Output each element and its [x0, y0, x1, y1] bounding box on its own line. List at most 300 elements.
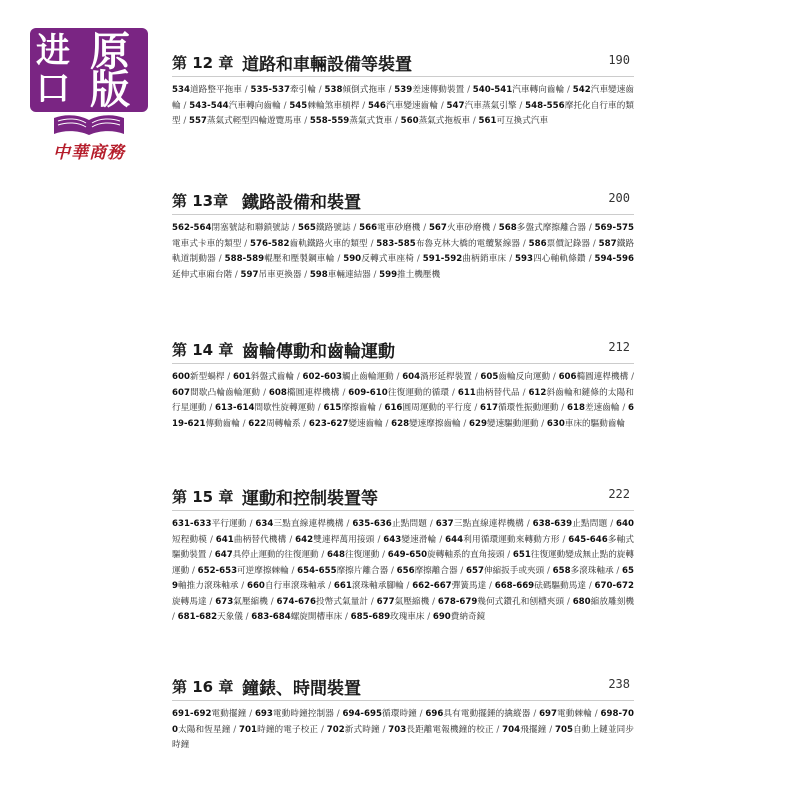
entry-separator: /	[586, 223, 595, 233]
entry-separator: /	[246, 709, 255, 719]
entry-title: 斜齒輪和鏈條的太陽和行星運動	[172, 387, 634, 413]
toc-entry[interactable]	[533, 519, 608, 529]
entry-title: 多軸式驅動裝置	[172, 534, 635, 560]
entry-title: 自行車滾珠軸承	[264, 581, 326, 591]
toc-entry[interactable]	[289, 101, 359, 111]
entry-number: 594-596	[594, 254, 634, 264]
entry-title: 吊車更換器	[258, 269, 302, 280]
entry-separator: /	[289, 223, 298, 233]
entry-title: 橢圓連桿機構	[576, 372, 629, 382]
entry-number: 611	[457, 387, 476, 398]
entry-number: 593	[515, 254, 533, 264]
entry-number: 615	[323, 403, 342, 413]
toc-entry[interactable]	[425, 709, 530, 719]
toc-entry[interactable]	[172, 223, 289, 233]
entry-number: 534	[172, 85, 190, 95]
entry-separator: /	[280, 100, 290, 111]
entry-number: 634	[255, 519, 274, 529]
entry-number: 619-621	[172, 403, 634, 429]
toc-entry[interactable]	[277, 597, 369, 607]
entry-title: 往復運動	[344, 550, 380, 560]
entry-separator: /	[238, 581, 247, 591]
entry-number: 583-585	[376, 238, 416, 249]
toc-entry[interactable]	[547, 419, 625, 429]
entry-title: 推土機壓機	[397, 269, 441, 280]
toc-entry[interactable]	[480, 372, 550, 382]
toc-entry[interactable]	[172, 388, 260, 398]
toc-entry[interactable]	[189, 116, 302, 126]
toc-entry[interactable]	[295, 535, 374, 545]
toc-entry[interactable]	[310, 116, 392, 126]
entry-title: 差速傳動裝置	[412, 85, 465, 95]
entry-separator: /	[564, 85, 573, 95]
entry-separator: /	[523, 519, 533, 529]
entry-separator: /	[591, 709, 601, 719]
entry-separator: /	[519, 387, 529, 398]
chapter-number: 第 15 章	[172, 488, 234, 506]
entry-separator: /	[471, 403, 481, 413]
entry-title: 間歇凸輪齒輪運動	[189, 387, 261, 398]
entry-number: 569-575	[594, 223, 635, 233]
entry-title: 滾珠軸承腳輪	[351, 581, 404, 591]
entry-title: 摩擦離合器	[414, 565, 458, 576]
entry-title: 新式時鐘	[344, 724, 380, 735]
entry-separator: /	[367, 238, 377, 249]
entry-title: 變速滑輪	[401, 534, 437, 545]
entry-number: 609-610	[348, 387, 388, 398]
entry-separator: /	[189, 565, 198, 576]
entry-separator: /	[379, 724, 389, 735]
entry-title: 可互換式汽車	[496, 116, 549, 126]
entry-title: 電動棘輪	[557, 709, 592, 719]
entry-title: 幾何式鑽孔和刨槽夾頭	[477, 596, 565, 607]
entry-number: 705	[555, 724, 573, 735]
entry-separator: /	[301, 116, 310, 126]
entry-number: 683-684	[251, 612, 291, 622]
chapter-header	[172, 484, 634, 511]
toc-entry[interactable]	[529, 239, 590, 249]
entry-separator: /	[429, 596, 438, 607]
entry-separator: /	[315, 85, 325, 95]
toc-entry[interactable]	[479, 116, 549, 126]
entry-separator: /	[607, 519, 617, 529]
entry-number: 690	[432, 612, 451, 622]
toc-entry[interactable]	[233, 372, 294, 382]
entry-separator: /	[585, 254, 595, 264]
toc-entry[interactable]	[383, 535, 436, 545]
entry-separator: /	[207, 534, 216, 545]
entry-number: 693	[254, 709, 273, 719]
entry-number: 647	[214, 550, 233, 560]
toc-entry[interactable]	[247, 581, 325, 591]
entry-separator: /	[242, 612, 252, 622]
toc-entry[interactable]	[215, 597, 268, 607]
toc-entry[interactable]	[445, 535, 559, 545]
entry-separator: /	[414, 254, 423, 264]
badge-char: 进	[36, 31, 70, 71]
toc-entry[interactable]	[303, 372, 394, 382]
toc-entry[interactable]	[384, 403, 471, 413]
entry-separator: /	[350, 223, 360, 233]
entry-title: 止點問題	[391, 519, 428, 529]
toc-entry[interactable]	[172, 85, 242, 95]
chapter-title[interactable]: 鐵路設備和裝置	[242, 193, 361, 213]
entry-separator: /	[241, 238, 251, 249]
toc-entry[interactable]	[559, 372, 629, 382]
chapter-entries	[172, 221, 634, 283]
toc-entry[interactable]	[368, 101, 438, 111]
entry-number: 568	[498, 223, 517, 233]
entry-title: 電車式卡車的類型	[172, 238, 242, 249]
toc-entry[interactable]	[429, 223, 490, 233]
toc-entry[interactable]	[239, 725, 318, 735]
toc-entry[interactable]	[348, 388, 449, 398]
entry-title: 飛擺鐘	[520, 724, 547, 735]
entry-separator: /	[559, 534, 569, 545]
chapter-header	[172, 337, 634, 364]
entry-separator: /	[343, 519, 353, 529]
entry-number: 576-582	[250, 238, 290, 249]
entry-separator: /	[241, 85, 251, 95]
toc-entry[interactable]	[458, 388, 520, 398]
entry-title: 曲柄銷車床	[462, 254, 507, 264]
entry-number: 616	[384, 403, 403, 413]
badge-char: 版	[90, 66, 130, 113]
entry-separator: /	[564, 596, 573, 607]
entry-number: 641	[215, 534, 234, 545]
entry-title: 摩擦片離合器	[336, 565, 389, 576]
entry-number: 631-633	[172, 519, 212, 529]
entry-separator: /	[224, 372, 233, 382]
entry-title: 旋轉軸系的直角接頭	[427, 550, 505, 560]
entry-separator: /	[586, 581, 595, 591]
entry-separator: /	[590, 238, 599, 249]
toc-entry[interactable]	[215, 403, 315, 413]
toc-entry[interactable]	[248, 419, 300, 429]
toc-entry[interactable]	[343, 254, 414, 264]
entry-title: 伸縮扳手或夾頭	[483, 565, 545, 576]
entry-title: 往復運動變成無止點的旋轉運動	[172, 550, 634, 576]
entry-number: 701	[239, 724, 257, 735]
toc-entry[interactable]	[502, 725, 546, 735]
badge-box	[30, 28, 148, 112]
toc-entry[interactable]	[342, 709, 416, 719]
chapter-title[interactable]: 鐘錶、時間裝置	[242, 679, 361, 699]
entry-separator: /	[315, 403, 324, 413]
entry-title: 具停止運動的往復運動	[232, 550, 319, 560]
entry-number: 673	[215, 596, 234, 607]
entry-title: 循環性振動運動	[498, 403, 559, 413]
toc-entry[interactable]	[447, 101, 517, 111]
entry-number: 628	[391, 418, 410, 429]
toc-entry[interactable]	[394, 85, 464, 95]
entry-separator: /	[490, 223, 499, 233]
entry-title: 反轉式車座椅	[361, 254, 415, 264]
entry-number: 659	[172, 565, 634, 591]
toc-entry[interactable]	[225, 254, 335, 264]
toc-entry[interactable]	[391, 419, 461, 429]
toc-entry[interactable]	[178, 612, 243, 622]
entry-separator: /	[457, 565, 466, 576]
entry-title: 火車砂磨機	[446, 223, 491, 233]
toc-entry[interactable]	[473, 85, 564, 95]
entry-title: 費納奇鏡	[450, 612, 486, 622]
entry-separator: /	[267, 596, 277, 607]
entry-title: 汽車變速齒輪	[385, 100, 439, 111]
entry-separator: /	[230, 724, 240, 735]
toc-entry[interactable]	[480, 403, 558, 413]
entry-number: 560	[400, 116, 419, 126]
toc-entry[interactable]	[172, 519, 247, 529]
entry-number: 548-556	[525, 100, 565, 111]
entry-separator: /	[516, 100, 526, 111]
entry-number: 608	[268, 387, 287, 398]
toc-entry[interactable]	[241, 270, 302, 280]
entry-number: 640	[616, 519, 634, 529]
toc-entry[interactable]	[309, 419, 383, 429]
toc-entry[interactable]	[469, 419, 539, 429]
entry-number: 652-653	[197, 565, 238, 576]
toc-entry[interactable]	[327, 550, 379, 560]
entry-title: 循環時鐘	[381, 709, 417, 719]
entry-number: 599	[379, 269, 398, 280]
entry-title: 棘輪煞車槓桿	[307, 100, 360, 111]
entry-number: 630	[546, 418, 565, 429]
entry-title: 鐵路號誌	[315, 223, 351, 233]
entry-number: 635-636	[352, 519, 392, 529]
entry-title: 變速齒輪	[348, 418, 383, 429]
entry-number: 567	[428, 223, 447, 233]
entry-title: 汽車轉向齒輪	[512, 85, 565, 95]
toc-entry[interactable]	[401, 116, 471, 126]
toc-entry[interactable]	[216, 535, 287, 545]
toc-entry[interactable]	[334, 581, 404, 591]
entry-title: 平行運動	[211, 519, 247, 529]
toc-entry[interactable]	[172, 372, 225, 382]
entry-title: 長距離電報機鐘的校正	[406, 724, 494, 735]
toc-entry[interactable]	[423, 254, 507, 264]
toc-entry[interactable]	[438, 597, 564, 607]
entry-separator: /	[368, 596, 377, 607]
entry-title: 圓周運動的平行度	[402, 403, 472, 413]
entry-separator: /	[286, 534, 296, 545]
entry-number: 678-679	[437, 596, 478, 607]
chapter-number: 第 14 章	[172, 341, 234, 359]
entry-number: 601	[232, 372, 251, 382]
entry-number: 681-682	[177, 612, 218, 622]
entry-number: 612	[528, 387, 547, 398]
entry-separator: /	[246, 519, 256, 529]
chapter-header	[172, 188, 634, 215]
toc-entry[interactable]	[251, 612, 342, 622]
chapter-14	[172, 337, 634, 432]
entry-separator: /	[180, 116, 189, 126]
toc-entry[interactable]	[499, 223, 586, 233]
toc-entry[interactable]	[351, 612, 425, 622]
toc-entry[interactable]	[269, 388, 340, 398]
toc-entry[interactable]	[324, 85, 385, 95]
toc-entry[interactable]	[323, 403, 376, 413]
toc-entry[interactable]	[397, 566, 458, 576]
entry-separator: /	[449, 387, 458, 398]
toc-entry[interactable]	[567, 403, 620, 413]
toc-entry[interactable]	[539, 709, 592, 719]
entry-number: 546	[367, 100, 386, 111]
entry-title: 蒸氣式貨車	[349, 116, 393, 126]
entry-separator: /	[318, 724, 327, 735]
entry-number: 618	[566, 403, 585, 413]
entry-title: 投幣式氣量計	[315, 596, 369, 607]
chapter-title[interactable]: 運動和控制裝置等	[242, 489, 378, 509]
toc-entry[interactable]	[553, 566, 614, 576]
chapter-12	[172, 50, 634, 130]
entry-separator: /	[520, 238, 529, 249]
chapter-header	[172, 50, 634, 77]
entry-title: 彈簧馬達	[451, 581, 487, 591]
entry-number: 658	[552, 565, 571, 576]
entry-title: 太陽和恆星鐘	[177, 724, 231, 735]
toc-entry[interactable]	[376, 239, 520, 249]
entry-title: 變速摩擦齒輪	[409, 418, 461, 429]
toc-entry[interactable]	[388, 725, 493, 735]
entry-title: 三點直線連桿機構	[273, 519, 344, 529]
entry-number: 561	[478, 116, 497, 126]
toc-entry[interactable]	[255, 519, 343, 529]
toc-entry[interactable]	[436, 519, 524, 529]
toc-entry[interactable]	[172, 709, 246, 719]
entry-separator: /	[486, 581, 495, 591]
entry-title: 摩擦齒輪	[341, 403, 377, 413]
entry-separator: /	[333, 709, 343, 719]
badge-char: 口	[36, 69, 70, 109]
entry-separator: /	[382, 418, 392, 429]
toc-entry[interactable]	[327, 725, 380, 735]
entry-title: 牽引輪	[289, 85, 316, 95]
entry-title: 新型蝸桿	[189, 372, 225, 382]
entry-number: 651	[512, 550, 531, 560]
entry-title: 曲柄替代品	[475, 387, 520, 398]
entry-separator: /	[239, 418, 249, 429]
toc-entry[interactable]	[310, 270, 371, 280]
entry-title: 螺旋開槽車床	[290, 612, 343, 622]
toc-entry[interactable]	[198, 566, 289, 576]
entry-number: 591-592	[422, 254, 463, 264]
entry-number: 661	[333, 581, 352, 591]
chapter-entries	[172, 517, 634, 626]
entry-title: 電車砂磨機	[377, 223, 421, 233]
chapter-title[interactable]: 齒輪傳動和齒輪運動	[242, 342, 395, 362]
entry-separator: /	[376, 403, 385, 413]
entry-title: 閉塞號誌和聯鎖號誌	[211, 223, 290, 233]
entry-separator: /	[342, 612, 351, 622]
entry-number: 638-639	[532, 519, 573, 529]
chapter-page-number: 212	[608, 340, 630, 354]
entry-separator: /	[471, 372, 481, 382]
entry-title: 蒸氣式拖板車	[418, 116, 471, 126]
chapter-15	[172, 484, 634, 626]
toc-entry[interactable]	[377, 597, 430, 607]
entry-separator: /	[546, 724, 555, 735]
toc-entry[interactable]	[515, 254, 586, 264]
entry-title: 間歇性旋轉運動	[254, 403, 315, 413]
entry-separator: /	[359, 100, 368, 111]
toc-entry[interactable]	[298, 223, 351, 233]
toc-entry[interactable]	[250, 85, 316, 95]
entry-title: 自動上鏈並同步時鐘	[172, 724, 634, 750]
toc-entry[interactable]	[573, 597, 634, 607]
badge-char: 原	[90, 28, 130, 75]
entry-separator: /	[544, 565, 553, 576]
entry-number: 604	[402, 372, 421, 382]
entry-number: 656	[396, 565, 415, 576]
entry-title: 觸止齒輪運動	[341, 372, 394, 382]
entry-number: 538	[324, 85, 343, 95]
toc-entry[interactable]	[466, 566, 544, 576]
toc-entry[interactable]	[495, 581, 586, 591]
entry-number: 696	[425, 709, 444, 719]
entry-number: 660	[246, 581, 265, 591]
entry-number: 587	[598, 238, 617, 249]
chapter-entries	[172, 83, 634, 130]
entry-title: 延伸式車廂台階	[172, 269, 233, 280]
entry-number: 677	[376, 596, 395, 607]
toc-entry[interactable]	[250, 239, 368, 249]
toc-entry[interactable]	[352, 519, 427, 529]
toc-entry[interactable]	[412, 581, 486, 591]
chapter-header	[172, 674, 634, 701]
entry-number: 565	[297, 223, 316, 233]
entry-number: 645-646	[568, 534, 608, 545]
toc-entry[interactable]	[433, 612, 485, 622]
entry-number: 697	[539, 709, 558, 719]
entry-separator: /	[385, 85, 395, 95]
entry-separator: /	[300, 418, 309, 429]
entry-number: 637	[435, 519, 454, 529]
entry-number: 698-700	[172, 709, 634, 735]
entry-number: 703	[388, 724, 407, 735]
toc-entry[interactable]	[215, 550, 319, 560]
toc-entry[interactable]	[379, 270, 440, 280]
entry-number: 648	[327, 550, 345, 560]
entry-title: 玫瑰車床	[390, 612, 425, 622]
chapter-title[interactable]: 道路和車輛設備等裝置	[242, 55, 412, 75]
toc-entry[interactable]	[297, 566, 388, 576]
entry-title: 輥壓和壓製鋼車輪	[264, 254, 335, 264]
entry-separator: /	[550, 372, 559, 382]
entry-number: 642	[295, 534, 314, 545]
entry-number: 623-627	[308, 418, 349, 429]
entry-title: 傳動齒輪	[205, 418, 240, 429]
entry-separator: /	[493, 724, 503, 735]
entry-title: 氣壓縮機	[233, 596, 268, 607]
entry-title: 票價記錄器	[546, 238, 591, 249]
toc-entry[interactable]	[255, 709, 334, 719]
entry-title: 齒輪反向運動	[498, 372, 551, 382]
toc-entry[interactable]	[388, 550, 505, 560]
entry-number: 674-676	[276, 596, 316, 607]
entry-title: 三點直線連桿機構	[453, 519, 524, 529]
entry-number: 691-692	[172, 709, 212, 719]
entry-title: 電動時鐘控制器	[272, 709, 334, 719]
entry-title: 渦形延桿裝置	[420, 372, 472, 382]
entry-title: 曲柄替代機構	[233, 534, 287, 545]
toc-entry[interactable]	[189, 101, 281, 111]
toc-entry[interactable]	[402, 372, 472, 382]
entry-title: 車輛連結器	[327, 269, 371, 280]
toc-entry[interactable]	[359, 223, 420, 233]
entry-number: 535-537	[250, 85, 290, 95]
entry-separator: /	[379, 550, 388, 560]
